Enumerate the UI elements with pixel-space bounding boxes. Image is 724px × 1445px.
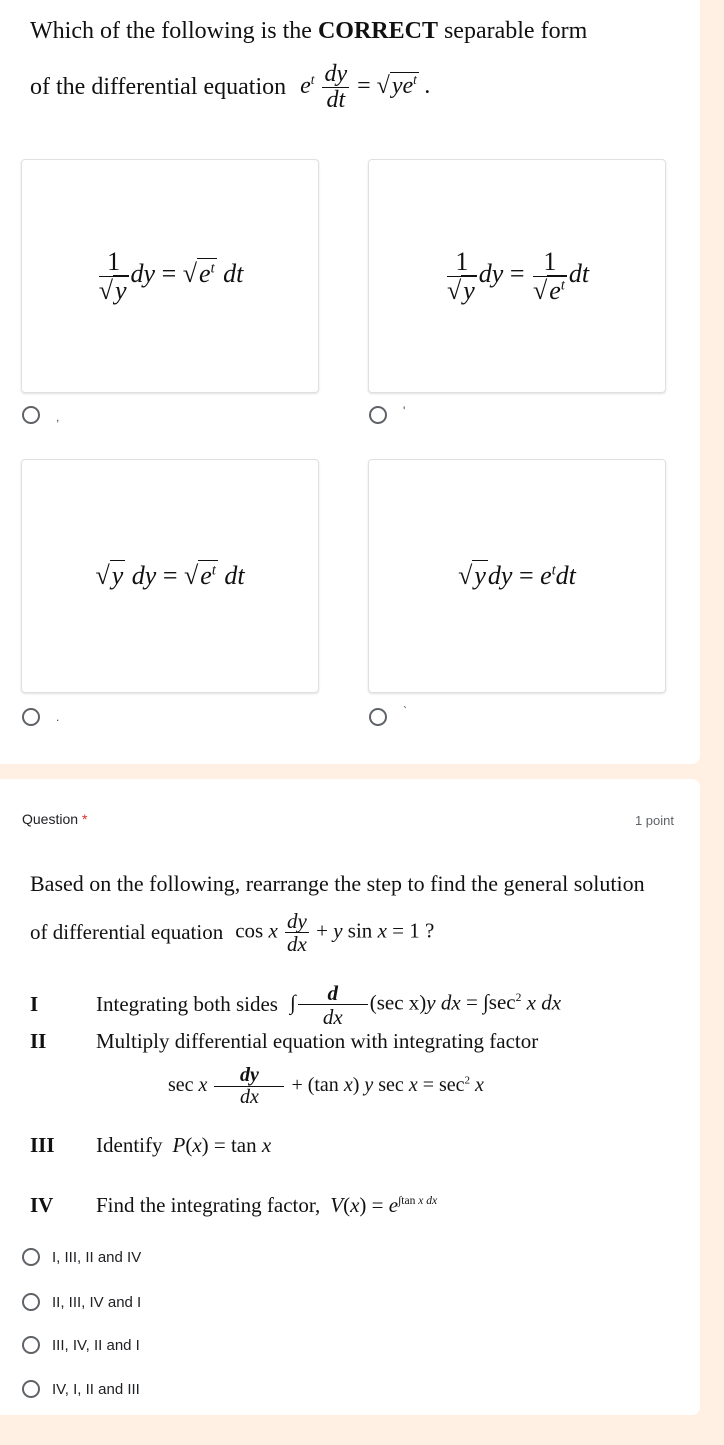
step-iv: IV Find the integrating factor, $V(x) = e^{\int tan x dx}$ bbox=[30, 1193, 438, 1217]
option-a-marker: , bbox=[56, 410, 60, 424]
answer-option-3-label: III, IV, II and I bbox=[52, 1336, 140, 1354]
answer-option-2[interactable] bbox=[22, 1290, 141, 1314]
question2-prompt-line2: of differential equation cos x $\frac{dy}{dx}$ + y sin x = 1 ? bbox=[30, 909, 435, 957]
answer-option-2-radio[interactable] bbox=[22, 1293, 40, 1311]
answer-option-4[interactable] bbox=[22, 1377, 140, 1401]
question2-prompt-line1: Based on the following, rearrange the step to find the general solution bbox=[30, 871, 645, 896]
question2-points: 1 point bbox=[634, 813, 674, 828]
option-d-radio[interactable] bbox=[369, 708, 387, 726]
step-iii: III Identify P(x) = tan x bbox=[30, 1133, 272, 1157]
question1-equation: $e^t$ $\frac{dy}{dt}$ = $√ye^t$ . bbox=[300, 61, 431, 114]
answer-option-1[interactable] bbox=[22, 1245, 141, 1269]
option-b-marker: ' bbox=[403, 404, 406, 418]
step-ii-equation: sec x $\frac{dy}{dx}$ + (tan x) y $\sec x = \sec^2 x$ bbox=[168, 1064, 484, 1108]
step-i: I Integrating both sides $\int\frac{d}{dx}$ (sec x)y dx = $\int\sec^2$ x dx bbox=[30, 981, 562, 1029]
question1-text-line2: of the differential equation $e^t$ $\frac{dy}{dt}$ = $√ye^t$ . bbox=[30, 61, 431, 114]
option-c-marker: . bbox=[56, 710, 60, 724]
question2-label: Question * bbox=[22, 811, 88, 827]
answer-option-1-radio[interactable] bbox=[22, 1248, 40, 1266]
answer-option-4-label: IV, I, II and III bbox=[52, 1380, 140, 1398]
option-d-box[interactable]: $√ydy = e^tdt$ bbox=[368, 459, 666, 693]
option-a-box[interactable]: $\frac{1}{√y}$ dy = $√e^t$ dt bbox=[21, 159, 319, 393]
option-c-box[interactable]: √y dy = $√e^t$ dt bbox=[21, 459, 319, 693]
answer-option-4-radio[interactable] bbox=[22, 1380, 40, 1398]
step-ii: II Multiply differential equation with integrating factor bbox=[30, 1029, 539, 1053]
option-b-radio[interactable] bbox=[369, 406, 387, 424]
option-a-radio[interactable] bbox=[22, 406, 40, 424]
answer-option-3-radio[interactable] bbox=[22, 1336, 40, 1354]
question1-text-line1: Which of the following is the CORRECT separable form bbox=[30, 18, 588, 44]
option-c-radio[interactable] bbox=[22, 708, 40, 726]
answer-option-1-label: I, III, II and IV bbox=[52, 1248, 142, 1266]
question2-equation: cos x $\frac{dy}{dx}$ + y sin x = 1 ? bbox=[235, 909, 435, 957]
answer-option-3[interactable] bbox=[22, 1333, 140, 1357]
option-b-box[interactable]: $\frac{1}{√y}$ dy = $\frac{1}{√e^t}$ dt bbox=[368, 159, 666, 393]
option-d-marker: ` bbox=[403, 704, 407, 718]
answer-option-2-label: II, III, IV and I bbox=[52, 1293, 142, 1311]
